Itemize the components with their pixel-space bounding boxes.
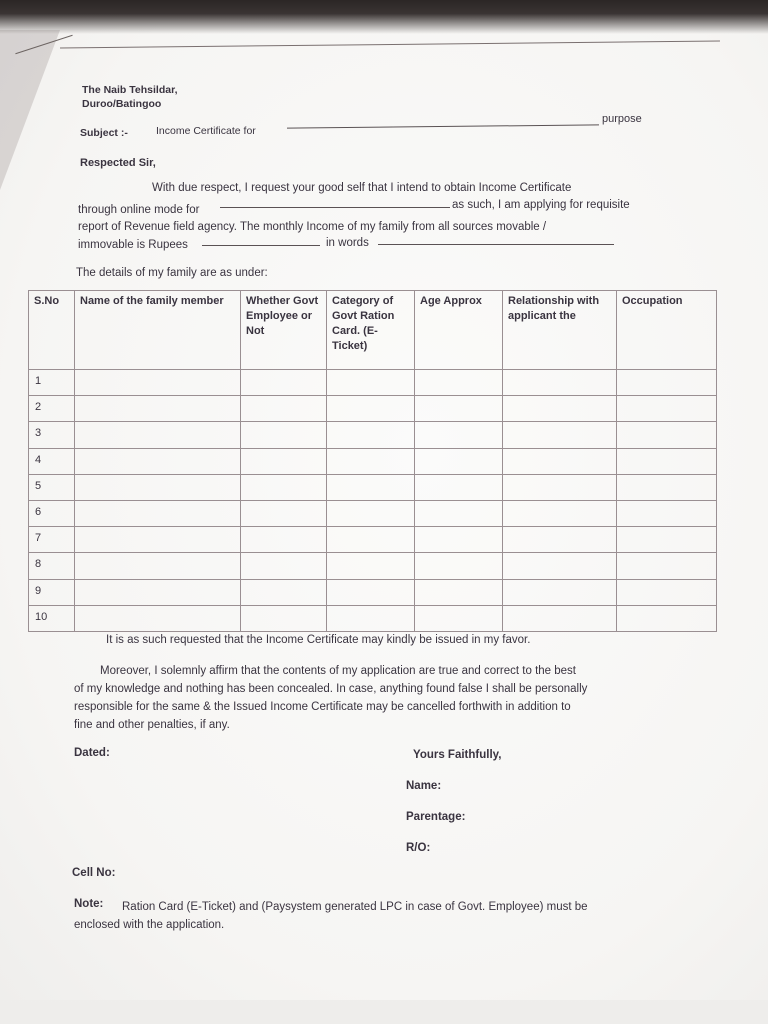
cell-govt[interactable] — [241, 396, 327, 422]
affirm-line2: of my knowledge and nothing has been concealed. In case, anything found false I shall be personally — [74, 683, 588, 695]
table-row — [29, 396, 717, 422]
family-details-table — [28, 290, 717, 632]
cell-relationship[interactable] — [503, 422, 617, 448]
col-govt-employee: Whether Govt Employee or Not — [241, 291, 327, 370]
body-line4-mid: in words — [326, 237, 369, 249]
row-number: 6 — [29, 500, 75, 526]
row-number: 4 — [29, 448, 75, 474]
cell-relationship[interactable] — [503, 553, 617, 579]
table-row — [29, 579, 717, 605]
cell-category[interactable] — [327, 448, 415, 474]
cell-category[interactable] — [327, 605, 415, 631]
words-blank[interactable] — [378, 244, 614, 245]
rupees-blank[interactable] — [202, 245, 320, 246]
yours-faithfully: Yours Faithfully, — [413, 749, 502, 761]
cell-occupation[interactable] — [617, 579, 717, 605]
cell-occupation[interactable] — [617, 370, 717, 396]
subject-end: purpose — [602, 113, 642, 125]
affirm-line1: Moreover, I solemnly affirm that the contents of my application are true and correct to the best — [100, 665, 576, 677]
cell-occupation[interactable] — [617, 500, 717, 526]
ro-label: R/O: — [406, 842, 431, 854]
cell-name[interactable] — [75, 605, 241, 631]
cell-name[interactable] — [75, 500, 241, 526]
cell-category[interactable] — [327, 553, 415, 579]
row-number: 7 — [29, 527, 75, 553]
body-line2-start: through online mode for — [78, 204, 200, 216]
note-label: Note: — [74, 898, 104, 910]
cell-govt[interactable] — [241, 553, 327, 579]
row-number: 10 — [29, 605, 75, 631]
note-line2: enclosed with the application. — [74, 919, 225, 931]
cell-category[interactable] — [327, 579, 415, 605]
cell-govt[interactable] — [241, 527, 327, 553]
note-line1: Ration Card (E-Ticket) and (Paysystem generated LPC in case of Govt. Employee) must be — [122, 901, 588, 913]
cell-occupation[interactable] — [617, 527, 717, 553]
table-row — [29, 474, 717, 500]
row-number: 5 — [29, 474, 75, 500]
body-line4-start: immovable is Rupees — [78, 239, 188, 251]
col-relationship: Relationship with applicant the — [503, 291, 617, 370]
family-intro: The details of my family are as under: — [76, 267, 268, 279]
cell-occupation[interactable] — [617, 396, 717, 422]
cell-name[interactable] — [75, 474, 241, 500]
cell-age[interactable] — [415, 422, 503, 448]
cell-no-label: Cell No: — [72, 867, 116, 879]
row-number: 3 — [29, 422, 75, 448]
table-row — [29, 500, 717, 526]
cell-relationship[interactable] — [503, 500, 617, 526]
cell-name[interactable] — [75, 527, 241, 553]
col-sno: S.No — [29, 291, 75, 370]
addressee-line2: Duroo/Batingoo — [82, 98, 162, 110]
table-row — [29, 422, 717, 448]
cell-name[interactable] — [75, 370, 241, 396]
cell-age[interactable] — [415, 553, 503, 579]
row-number: 9 — [29, 579, 75, 605]
cell-age[interactable] — [415, 500, 503, 526]
cell-occupation[interactable] — [617, 448, 717, 474]
table-row — [29, 370, 717, 396]
cell-name[interactable] — [75, 396, 241, 422]
parentage-label: Parentage: — [406, 811, 466, 823]
cell-relationship[interactable] — [503, 579, 617, 605]
cell-category[interactable] — [327, 370, 415, 396]
cell-category[interactable] — [327, 396, 415, 422]
row-number: 2 — [29, 396, 75, 422]
cell-relationship[interactable] — [503, 448, 617, 474]
request-line: It is as such requested that the Income Certificate may kindly be issued in my favor. — [106, 634, 531, 646]
top-shadow — [0, 0, 768, 34]
cell-age[interactable] — [415, 370, 503, 396]
table-row — [29, 605, 717, 631]
cell-govt[interactable] — [241, 579, 327, 605]
cell-category[interactable] — [327, 422, 415, 448]
table-header-row — [29, 291, 717, 370]
cell-age[interactable] — [415, 605, 503, 631]
subject-label: Subject :- — [80, 127, 128, 139]
addressee-line1: The Naib Tehsildar, — [82, 84, 178, 96]
cell-relationship[interactable] — [503, 474, 617, 500]
cell-category[interactable] — [327, 500, 415, 526]
cell-relationship[interactable] — [503, 396, 617, 422]
name-label: Name: — [406, 780, 442, 792]
cell-relationship[interactable] — [503, 370, 617, 396]
cell-age[interactable] — [415, 448, 503, 474]
body-line1: With due respect, I request your good self that I intend to obtain Income Certificate — [152, 182, 572, 194]
row-number: 8 — [29, 553, 75, 579]
body-line2-end: as such, I am applying for requisite — [452, 199, 630, 211]
cell-age[interactable] — [415, 579, 503, 605]
col-family-member: Name of the family member — [75, 291, 241, 370]
salutation: Respected Sir, — [80, 157, 156, 169]
cell-occupation[interactable] — [617, 422, 717, 448]
col-age: Age Approx — [415, 291, 503, 370]
cell-name[interactable] — [75, 553, 241, 579]
cell-relationship[interactable] — [503, 605, 617, 631]
cell-name[interactable] — [75, 448, 241, 474]
dated-label: Dated: — [74, 747, 110, 759]
cell-occupation[interactable] — [617, 553, 717, 579]
subject-text: Income Certificate for — [156, 125, 256, 137]
purpose-blank[interactable] — [220, 207, 450, 208]
cell-relationship[interactable] — [503, 527, 617, 553]
body-line3: report of Revenue field agency. The monthly Income of my family from all sources movable / — [78, 221, 547, 233]
cell-age[interactable] — [415, 396, 503, 422]
cell-govt[interactable] — [241, 500, 327, 526]
cell-occupation[interactable] — [617, 605, 717, 631]
row-number: 1 — [29, 370, 75, 396]
cell-name[interactable] — [75, 579, 241, 605]
cell-govt[interactable] — [241, 422, 327, 448]
cell-category[interactable] — [327, 527, 415, 553]
cell-age[interactable] — [415, 474, 503, 500]
cell-age[interactable] — [415, 527, 503, 553]
table-row — [29, 448, 717, 474]
cell-name[interactable] — [75, 422, 241, 448]
affirm-line4: fine and other penalties, if any. — [74, 719, 230, 731]
cell-govt[interactable] — [241, 370, 327, 396]
col-occupation: Occupation — [617, 291, 717, 370]
cell-occupation[interactable] — [617, 474, 717, 500]
table-row — [29, 553, 717, 579]
cell-govt[interactable] — [241, 605, 327, 631]
cell-category[interactable] — [327, 474, 415, 500]
cell-govt[interactable] — [241, 474, 327, 500]
table-row — [29, 527, 717, 553]
corner-crease — [0, 30, 60, 190]
affirm-line3: responsible for the same & the Issued Income Certificate may be cancelled forthwith in addition to — [74, 701, 571, 713]
cell-govt[interactable] — [241, 448, 327, 474]
col-ration-card: Category of Govt Ration Card. (E-Ticket) — [327, 291, 415, 370]
